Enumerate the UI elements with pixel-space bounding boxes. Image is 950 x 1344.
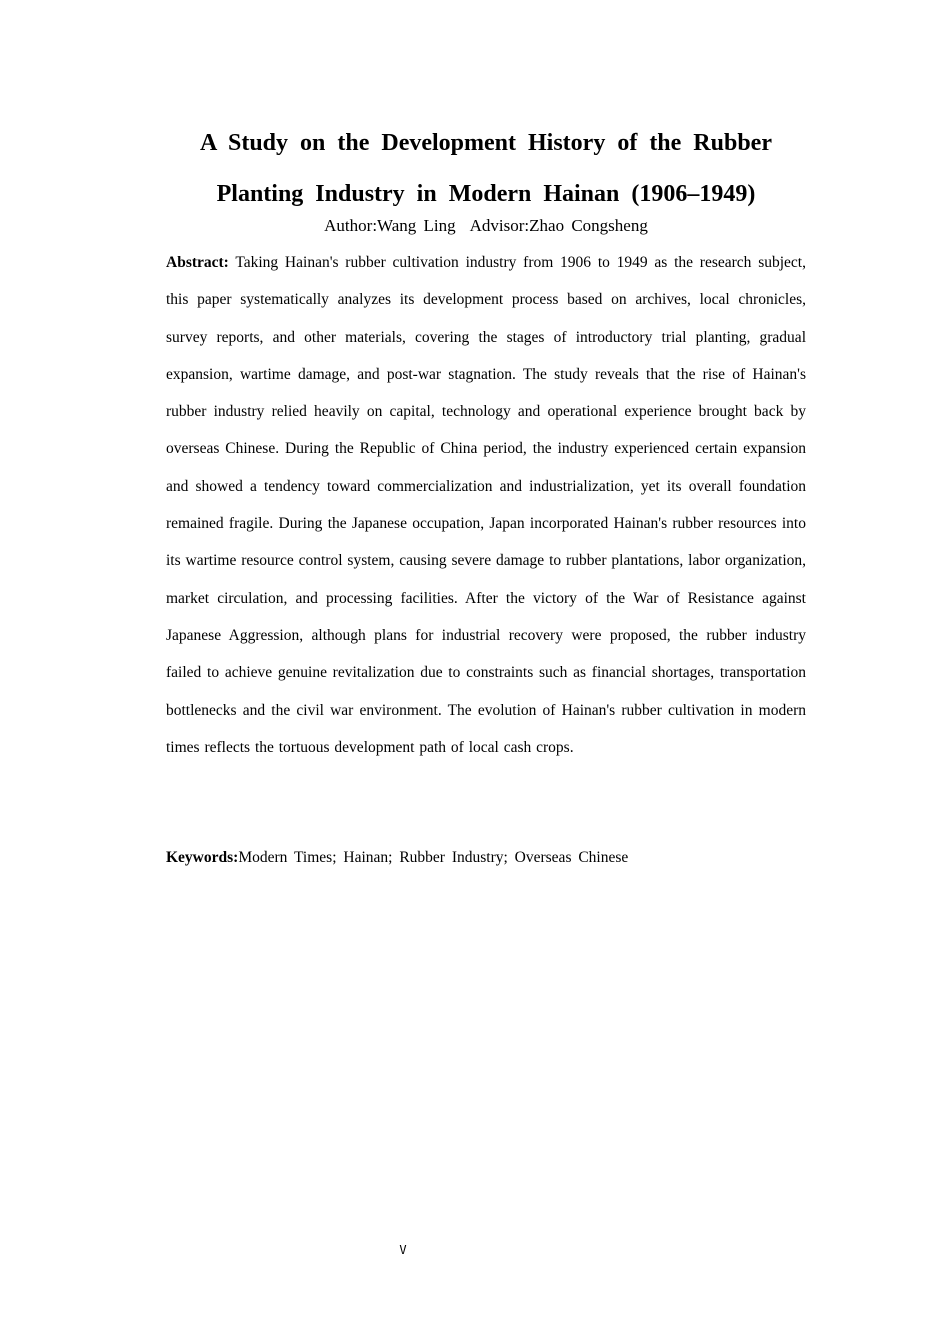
paper-title-line-2: Planting Industry in Modern Hainan (1906–1949)	[216, 181, 756, 207]
abstract-text: Taking Hainan's rubber cultivation industry from 1906 to 1949 as the research subject, this paper systematically analyzes its development process based on archives, local chronicles, survey reports, and other materials, covering the stages of introductory trial planting, gradual expansion, wartime damage, and post-war stagnation. The study reveals that the rise of Hainan's rubber industry relied heavily on capital, technology and operational experience brought back by overseas Chinese. During the Republic of China period, the industry experienced certain expansion and showed a tendency toward commercialization and industrialization, yet its overall foundation remained fragile. During the Japanese occupation, Japan incorporated Hainan's rubber resources into its wartime resource control system, causing severe damage to rubber plantations, labor organization, market circulation, and processing facilities. After the victory of the War of Resistance against Japanese Aggression, although plans for industrial recovery were proposed, the rubber industry failed to achieve genuine revitalization due to constraints such as financial shortages, transportation bottlenecks and the civil war environment. The evolution of Hainan's rubber cultivation in modern times reflects the tortuous development path of local cash crops.	[166, 254, 806, 756]
advisor-name: Advisor:Zhao Congsheng	[469, 216, 648, 235]
page-number: V	[399, 1243, 407, 1257]
abstract-label: Abstract:	[166, 254, 229, 271]
keywords-label: Keywords:	[166, 849, 239, 866]
byline	[166, 212, 806, 240]
paper-title	[166, 118, 806, 220]
abstract	[166, 244, 806, 766]
author-name: Author:Wang Ling	[324, 216, 456, 235]
keywords-text: Modern Times; Hainan; Rubber Industry; Overseas Chinese	[238, 849, 629, 866]
paper-title-line-1: A Study on the Development History of the Rubber	[199, 130, 772, 156]
keywords	[166, 844, 806, 872]
